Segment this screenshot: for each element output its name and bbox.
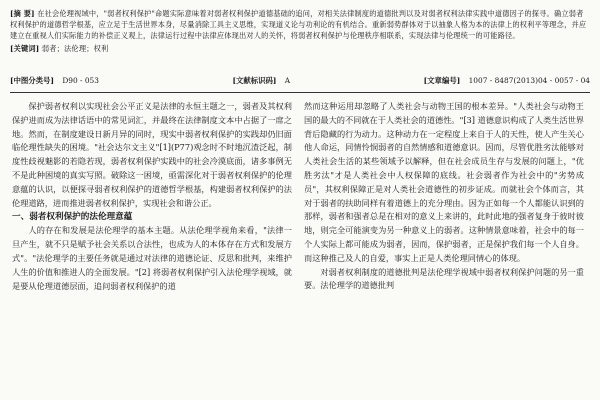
abstract-label: [摘 要]: [10, 9, 35, 18]
abstract-text: 在社会伦理视域中，"弱者权利保护"命题实际意味着对弱者权利保护道德基础的追问，对相关法律制度的道德批判以及对弱者权利法律实践中道德因子的探寻。确立弱者权利保护的道德哲学根基，应立足于生活世界本身，尽量消除工具主义思维，实现道义论与功利论的有机结合。重新弱势群体对于以抽象人格为本的法律上的权利平等理念，并应建立在重视人们实际能力的补偿正义观上，法律运行过程中法律应体现出对人的关怀，将弱者权利保护与伦理秩序相联系，实现法律与伦理统一的可能路径。: [10, 9, 587, 40]
clc-field: [10, 75, 99, 87]
keywords-text: 弱者；法伦理；权利: [41, 44, 109, 53]
article-meta-row: [10, 75, 590, 87]
abstract-section: [10, 8, 590, 56]
doc-code-field: [232, 75, 290, 87]
abstract-block: [10, 8, 590, 41]
keywords-block: [10, 43, 590, 54]
body-column-right: [304, 100, 584, 396]
article-number-label: [文章编号]: [423, 76, 461, 85]
article-number-value: 1007 - 8487(2013)04 - 0057 - 04: [468, 76, 590, 85]
doc-code-value: A: [284, 76, 291, 85]
header-divider: [10, 92, 590, 93]
article-number-field: [424, 75, 590, 87]
clc-label: [中图分类号]: [10, 76, 54, 85]
section1-paragraph: 人的存在和发展是法伦理学的基本主题。从法伦理学视角来看，"法律一旦产生，就不只是赋予社会关系以合法性，也成为人的本体存在方式和发展方式"。"法伦理学的主要任务就是通过对法律的道德论证、反思和批判，来维护人生的价值和推进人的全面发展。"[2] 将弱者权利保护引入法伦理学视域，就是要从伦理道德层面，追问弱者权利保护的道: [12, 225, 292, 291]
right-paragraph-2: 对弱者权利制度的道德批判是法伦理学视域中弱者权利保护问题的另一重要。法伦理学的道德批判: [304, 266, 584, 291]
body-column-left: [12, 100, 292, 396]
doc-code-label: [文献标识码]: [232, 76, 277, 85]
clc-value: D90 - 053: [62, 76, 99, 85]
intro-paragraph: 保护弱者权利以实现社会公平正义是法律的永恒主题之一，弱者及其权利保护进而成为法律话语中的常见词汇，并最终在法律制度文本中占据了一席之地。然而，在制度建设日新月异的同时，现实中弱者权利保护的实践却仍旧面临伦理性缺失的困境。"社会达尔文主义"[1](P77)观念时不时地沉渣泛起，制度性歧视魅影的若隐若现，弱者权利保护实践中的社会冷漠底面，诸多事例无不是此种困境的真实写照。破除这一困境，亟需深化对于弱者权利保护的伦理意蕴的认识，以便探寻弱者权利保护的道德哲学根基，构建弱者权利保护的法伦理道路，进而推进弱者权利保护，实现社会和谐公正。: [12, 101, 292, 208]
right-paragraph-1: 然而这种运用却忽略了人类社会与动物王国的根本差异。"人类社会与动物王国的最大的不同就在于人类社会的道德性。"[3] 道德意识构成了人类生活世界背后隐藏的行为动力。这种动力在一定程度上来自于人的天性，使人产生关心他人命运，同情怜悯弱者的自然情感和道德意识。因而，尽管优胜劣汰能够对人类社会生活的某些领域予以解释，但在社会成员生存与发展的问题上，"优胜劣汰"才是人类社会中人权保障的底线。社会弱者作为社会中的"劣势成员"，其权利保障正是对人类社会道德性的初步证成。而就社会个体而言，其对于弱者的扶助同样有着道德上的充分理由。因为正如每一个人都能认识到的那样，弱者和强者总是在相对的意义上来讲的，此时此地的强者复身于彼时彼地，则完全可能演变为另一种意义上的弱者。这种情景意味着，社会中的每一个人实际上都可能成为弱者，因而，保护弱者，正是保护我们每一个人自身。而这种推己及人的自爱，事实上正是人类伦理同情心的体现。: [304, 101, 584, 263]
keywords-label: [关键词]: [10, 44, 40, 53]
section-heading-1: 一、弱者权利保护的法伦理意蕴: [12, 212, 133, 223]
